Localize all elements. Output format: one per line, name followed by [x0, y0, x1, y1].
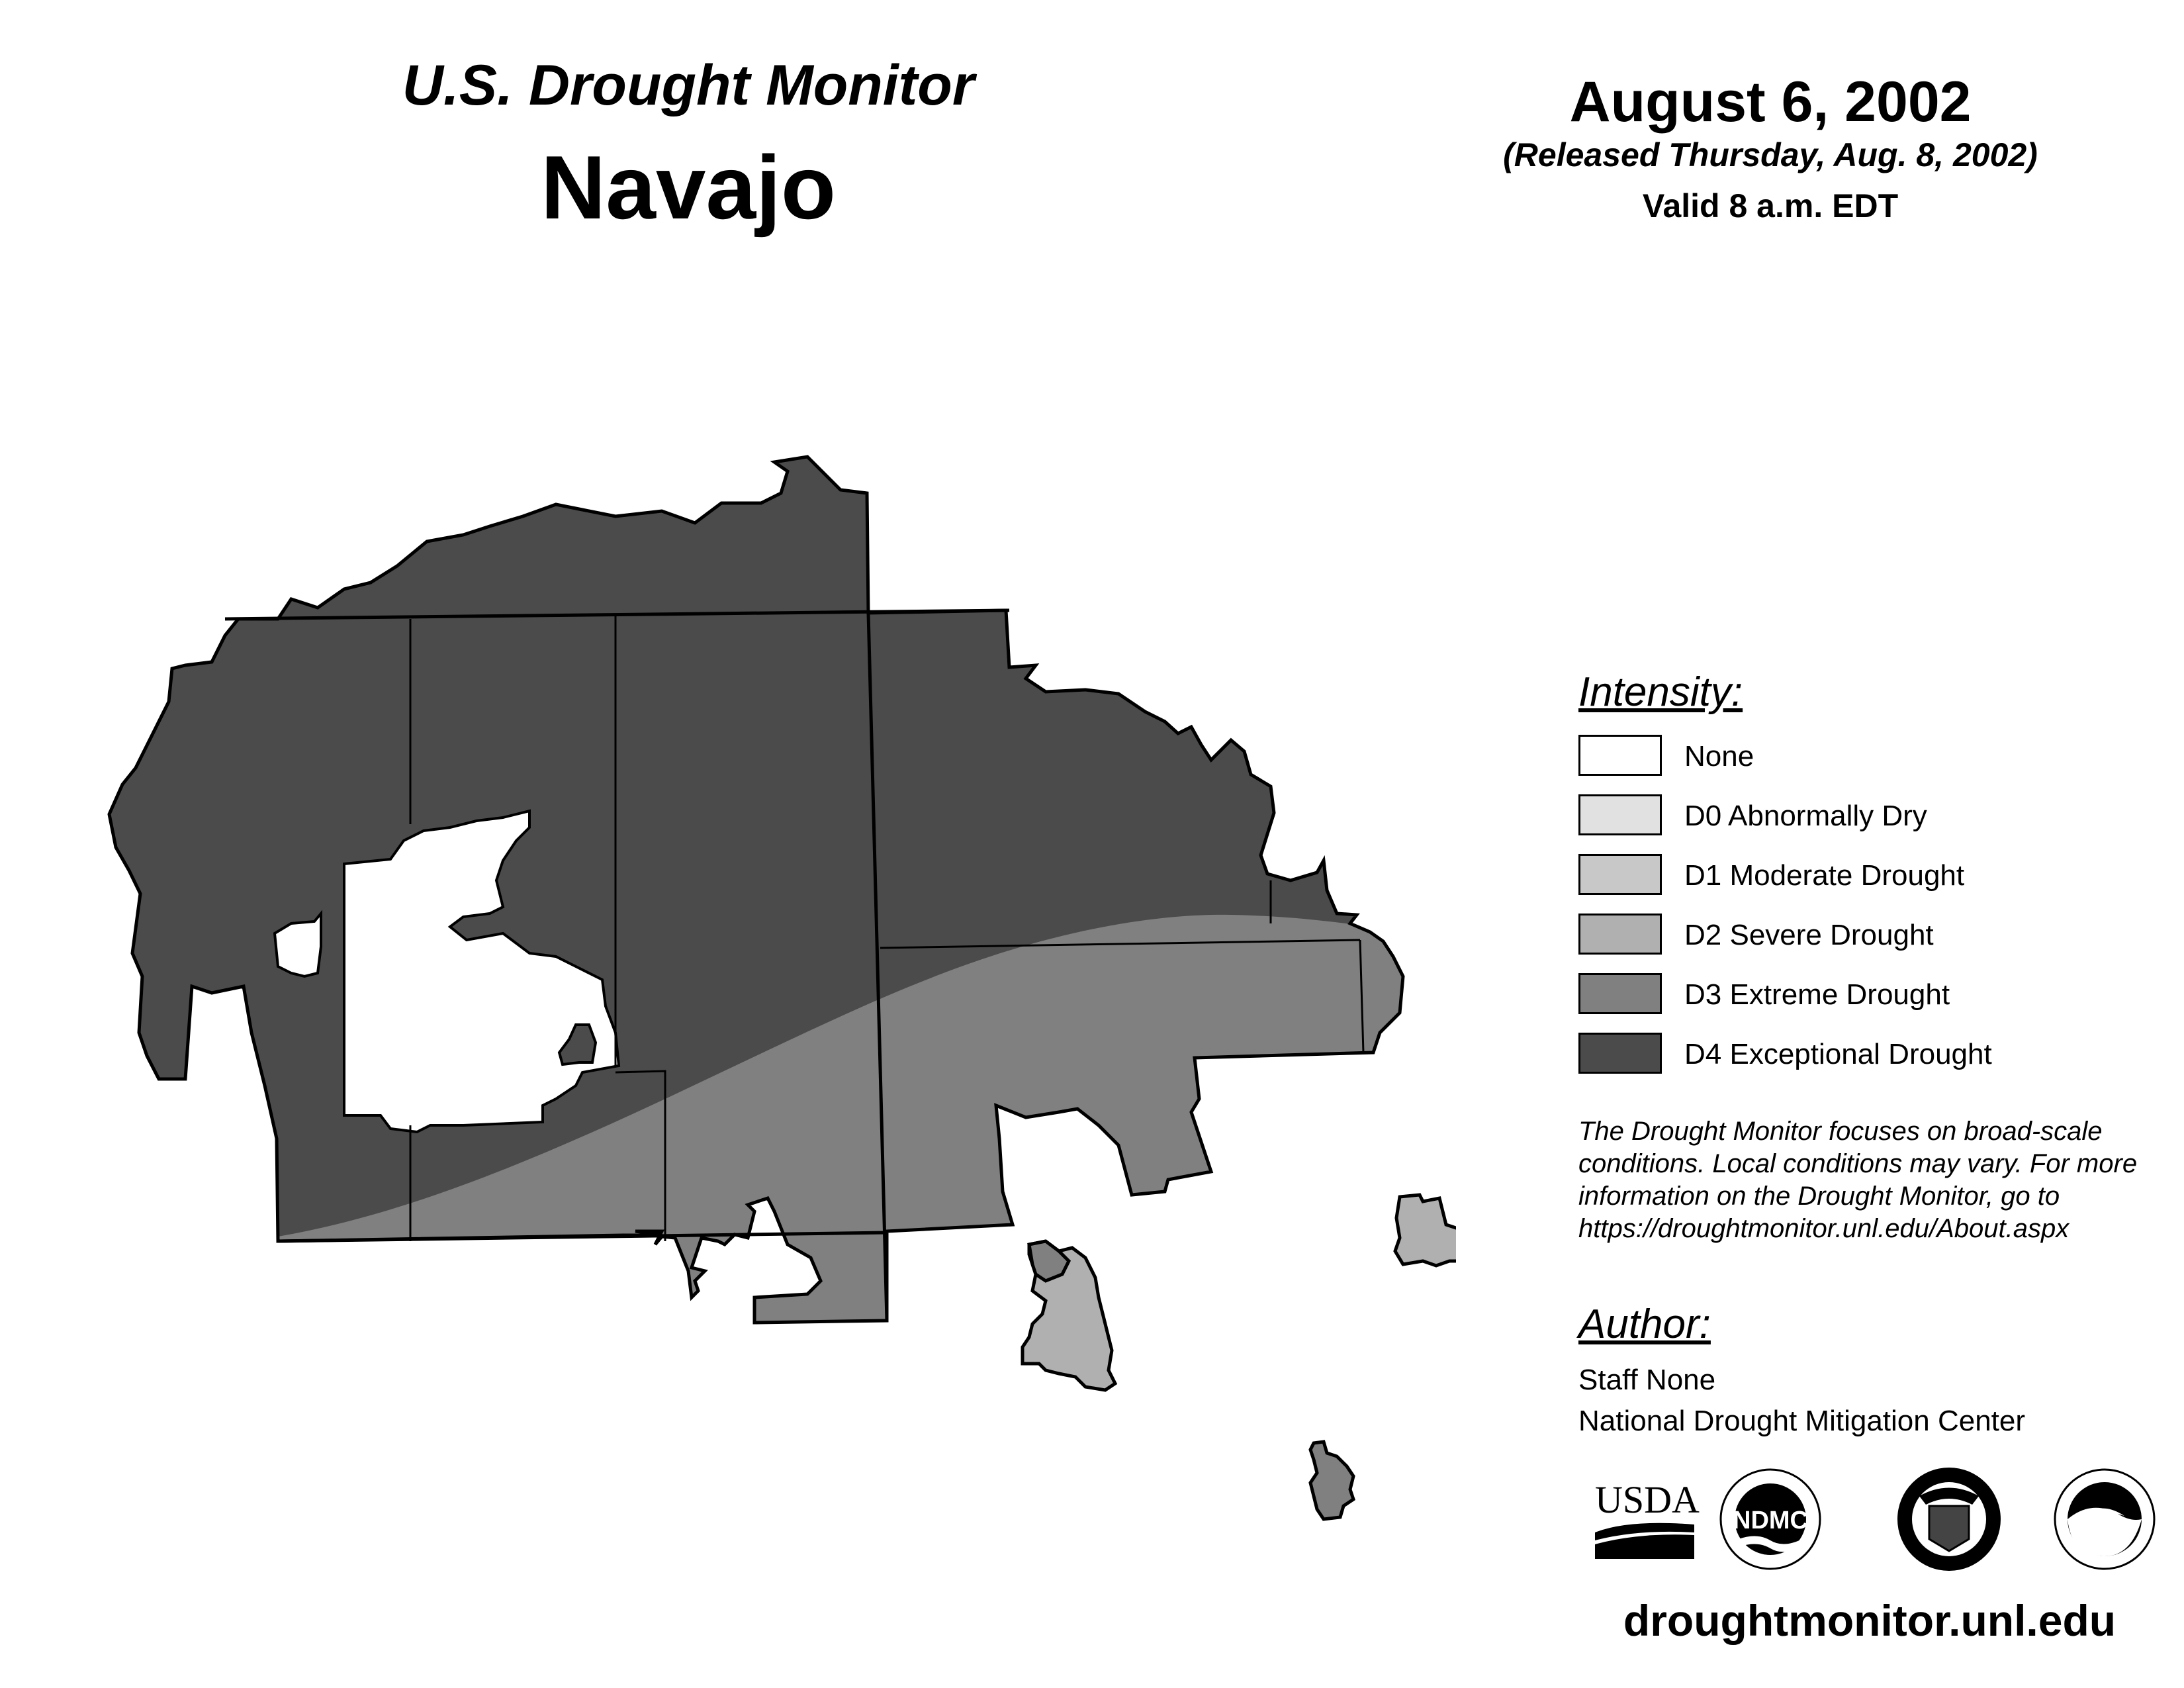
note-line: conditions. Local conditions may vary. For more — [1578, 1149, 2138, 1178]
valid-time: Valid 8 a.m. EDT — [1642, 187, 1899, 224]
map-date: August 6, 2002 — [1569, 70, 1972, 134]
usda-logo-text: USDA — [1595, 1478, 1700, 1521]
note-url[interactable]: https://droughtmonitor.unl.edu/About.aspx — [1578, 1214, 2070, 1243]
legend-swatch-d0 — [1578, 794, 1662, 835]
map-title: U.S. Drought Monitor — [402, 54, 975, 117]
legend-title: Intensity: — [1578, 669, 1743, 715]
disclaimer-note — [1578, 1115, 2174, 1245]
ndmc-logo — [1721, 1470, 1820, 1569]
commerce-logo — [1897, 1468, 2001, 1571]
author-organization: National Drought Mitigation Center — [1578, 1405, 2026, 1437]
noaa-logo — [2055, 1470, 2154, 1569]
legend-swatch-d2 — [1578, 914, 1662, 955]
agency-logos — [1578, 1466, 2161, 1572]
legend-swatch-d1 — [1578, 854, 1662, 895]
legend-swatch-d3 — [1578, 973, 1662, 1014]
legend-label-d4: D4 Exceptional Drought — [1684, 1038, 1992, 1070]
website-link[interactable]: droughtmonitor.unl.edu — [1623, 1596, 2116, 1645]
legend-label-d3: D3 Extreme Drought — [1684, 978, 1950, 1011]
author-heading: Author: — [1578, 1301, 1711, 1347]
legend-label-d1: D1 Moderate Drought — [1684, 859, 1965, 892]
main-region — [109, 457, 1456, 1390]
usda-logo — [1595, 1478, 1700, 1559]
legend-label-d2: D2 Severe Drought — [1684, 919, 1934, 951]
note-line: The Drought Monitor focuses on broad-scale — [1578, 1117, 2103, 1146]
legend-swatch-none — [1578, 735, 1662, 776]
legend-label-none: None — [1684, 740, 1754, 773]
legend-label-d0: D0 Abnormally Dry — [1684, 800, 1927, 832]
note-line: information on the Drought Monitor, go to — [1578, 1182, 2060, 1211]
author-name: Staff None — [1578, 1364, 1716, 1396]
legend-swatch-d4 — [1578, 1033, 1662, 1074]
ndmc-logo-text: NDMC — [1733, 1507, 1808, 1534]
d3-island-south — [1310, 1442, 1353, 1519]
d2-island-east — [1395, 1195, 1456, 1266]
region-title: Navajo — [541, 137, 836, 238]
d3-island-small — [1029, 1241, 1069, 1281]
release-date: (Released Thursday, Aug. 8, 2002) — [1503, 136, 2038, 173]
